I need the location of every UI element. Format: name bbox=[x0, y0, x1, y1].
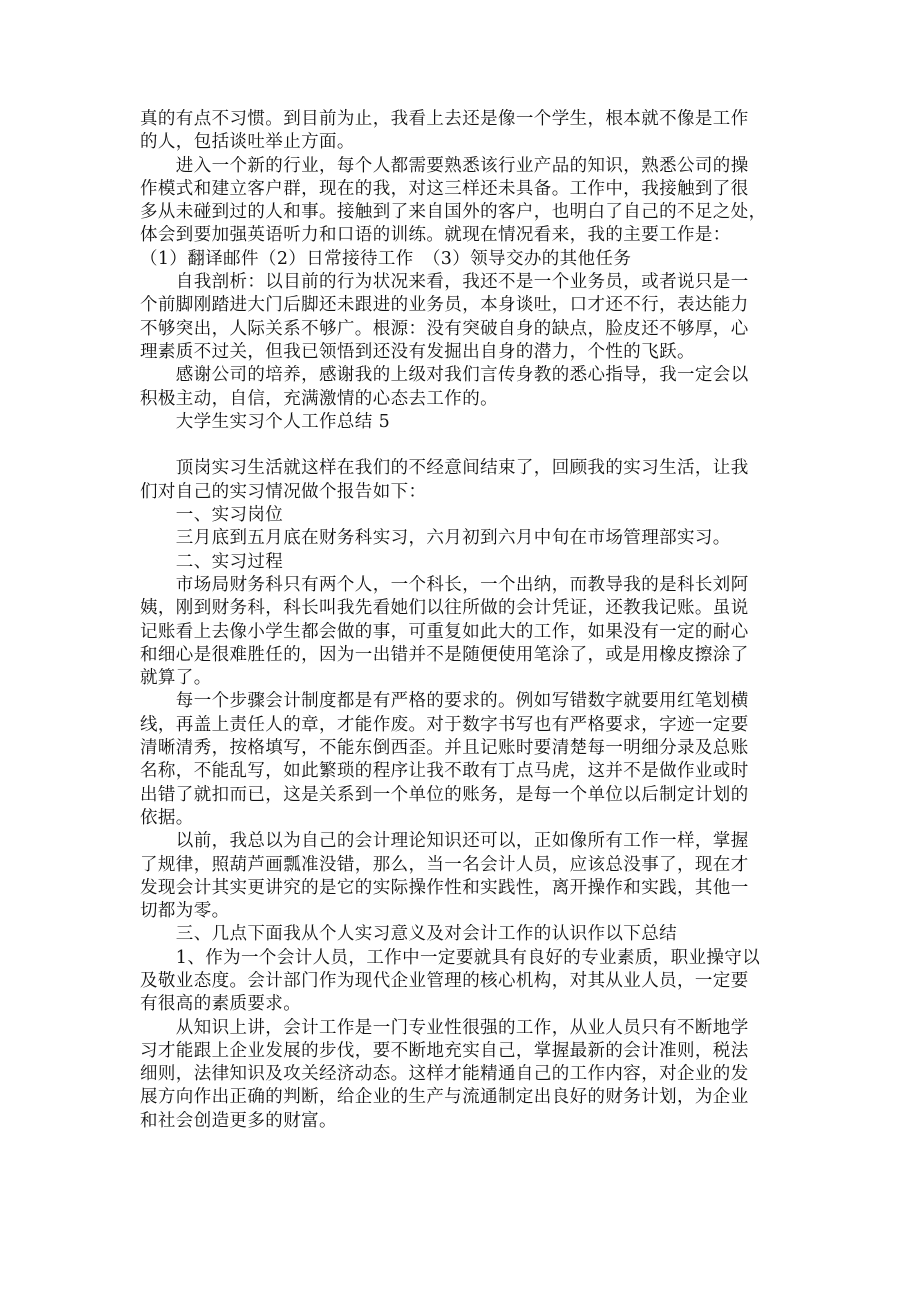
text-line: 多从未碰到过的人和事。接触到了来自国外的客户，也明白了自己的不足之处， bbox=[140, 202, 767, 223]
text-line: （1）翻译邮件（2）日常接待工作 （3）领导交办的其他任务 bbox=[140, 248, 632, 269]
text-line: 进入一个新的行业，每个人都需要熟悉该行业产品的知识，熟悉公司的操 bbox=[140, 155, 749, 176]
text-line: 细则，法律知识及攻关经济动态。这样才能精通自己的工作内容，对企业的发 bbox=[140, 1064, 749, 1085]
section-heading: 一、实习岗位 bbox=[140, 505, 284, 526]
text-line: 积极主动，自信，充满激情的心态去工作的。 bbox=[140, 388, 498, 409]
text-line: 感谢公司的培养，感谢我的上级对我们言传身教的悉心指导，我一定会以 bbox=[140, 365, 749, 386]
text-line: 理素质不过关，但我已领悟到还没有发掘出自身的潜力，个性的飞跃。 bbox=[140, 341, 695, 362]
text-line: 了规律，照葫芦画瓢准没错，那么，当一名会计人员，应该总没事了，现在才 bbox=[140, 854, 749, 875]
section-heading: 三、几点下面我从个人实习意义及对会计工作的认识作以下总结 bbox=[140, 924, 677, 945]
text-line: 及敬业态度。会计部门作为现代企业管理的核心机构，对其从业人员，一定要 bbox=[140, 970, 749, 991]
text-line: 1、作为一个会计人员，工作中一定要就具有良好的专业素质，职业操守以 bbox=[140, 947, 761, 968]
text-line: 切都为零。 bbox=[140, 901, 230, 922]
text-line: 线，再盖上责任人的章，才能作废。对于数字书写也有严格要求，字迹一定要 bbox=[140, 714, 749, 735]
text-line: 名称，不能乱写，如此繁琐的程序让我不敢有丁点马虎，这并不是做作业或时 bbox=[140, 761, 749, 782]
section-heading: 二、实习过程 bbox=[140, 551, 284, 572]
text-line: 体会到要加强英语听力和口语的训练。就现在情况看来，我的主要工作是： bbox=[140, 225, 731, 246]
blank-line bbox=[140, 434, 790, 457]
text-line: 发现会计其实更讲究的是它的实际操作性和实践性，离开操作和实践，其他一 bbox=[140, 877, 749, 898]
text-line: 每一个步骤会计制度都是有严格的要求的。例如写错数字就要用红笔划横 bbox=[140, 691, 749, 712]
text-line: 三月底到五月底在财务科实习，六月初到六月中旬在市场管理部实习。 bbox=[140, 528, 731, 549]
text-line: 记账看上去像小学生都会做的事，可重复如此大的工作，如果没有一定的耐心 bbox=[140, 621, 749, 642]
text-line: 作模式和建立客户群，现在的我，对这三样还未具备。工作中，我接触到了很 bbox=[140, 178, 749, 199]
text-line: 展方向作出正确的判断，给企业的生产与流通制定出良好的财务计划，为企业 bbox=[140, 1087, 749, 1108]
text-line: 就算了。 bbox=[140, 668, 212, 689]
text-line: 习才能跟上企业发展的步伐，要不断地充实自己，掌握最新的会计准则，税法 bbox=[140, 1040, 749, 1061]
text-line: 依据。 bbox=[140, 807, 194, 828]
text-line: 姨，刚到财务科，科长叫我先看她们以往所做的会计凭证，还教我记账。虽说 bbox=[140, 598, 749, 619]
text-line: 出错了就扣而已，这是关系到一个单位的账务，是每一个单位以后制定计划的 bbox=[140, 784, 749, 805]
section-heading: 大学生实习个人工作总结 5 bbox=[140, 411, 391, 432]
document-body bbox=[140, 108, 790, 1156]
text-line: 顶岗实习生活就这样在我们的不经意间结束了，回顾我的实习生活，让我 bbox=[140, 458, 749, 479]
text-line: 和社会创造更多的财富。 bbox=[140, 1110, 337, 1131]
text-line: 们对自己的实习情况做个报告如下： bbox=[140, 481, 427, 502]
text-line: 自我剖析：以目前的行为状况来看，我还不是一个业务员，或者说只是一 bbox=[140, 272, 749, 293]
text-line bbox=[140, 1133, 790, 1156]
text-line: 个前脚刚踏进大门后脚还未跟进的业务员，本身谈吐，口才还不行，表达能力 bbox=[140, 295, 749, 316]
text-line: 从知识上讲，会计工作是一门专业性很强的工作，从业人员只有不断地学 bbox=[140, 1017, 749, 1038]
text-line: 有很高的素质要求。 bbox=[140, 994, 302, 1015]
text-line: 的人，包括谈吐举止方面。 bbox=[140, 132, 355, 153]
text-line: 和细心是很难胜任的，因为一出错并不是随便使用笔涂了，或是用橡皮擦涂了 bbox=[140, 644, 749, 665]
text-line: 真的有点不习惯。到目前为止，我看上去还是像一个学生，根本就不像是工作 bbox=[140, 109, 749, 129]
text-line: 以前，我总以为自己的会计理论知识还可以，正如像所有工作一样，掌握 bbox=[140, 831, 749, 852]
text-line: 不够突出，人际关系不够广。根源：没有突破自身的缺点，脸皮还不够厚，心 bbox=[140, 318, 749, 339]
text-line: 市场局财务科只有两个人，一个科长，一个出纳，而教导我的是科长刘阿 bbox=[140, 574, 749, 595]
text-line: 清晰清秀，按格填写，不能东倒西歪。并且记账时要清楚每一明细分录及总账 bbox=[140, 738, 749, 759]
